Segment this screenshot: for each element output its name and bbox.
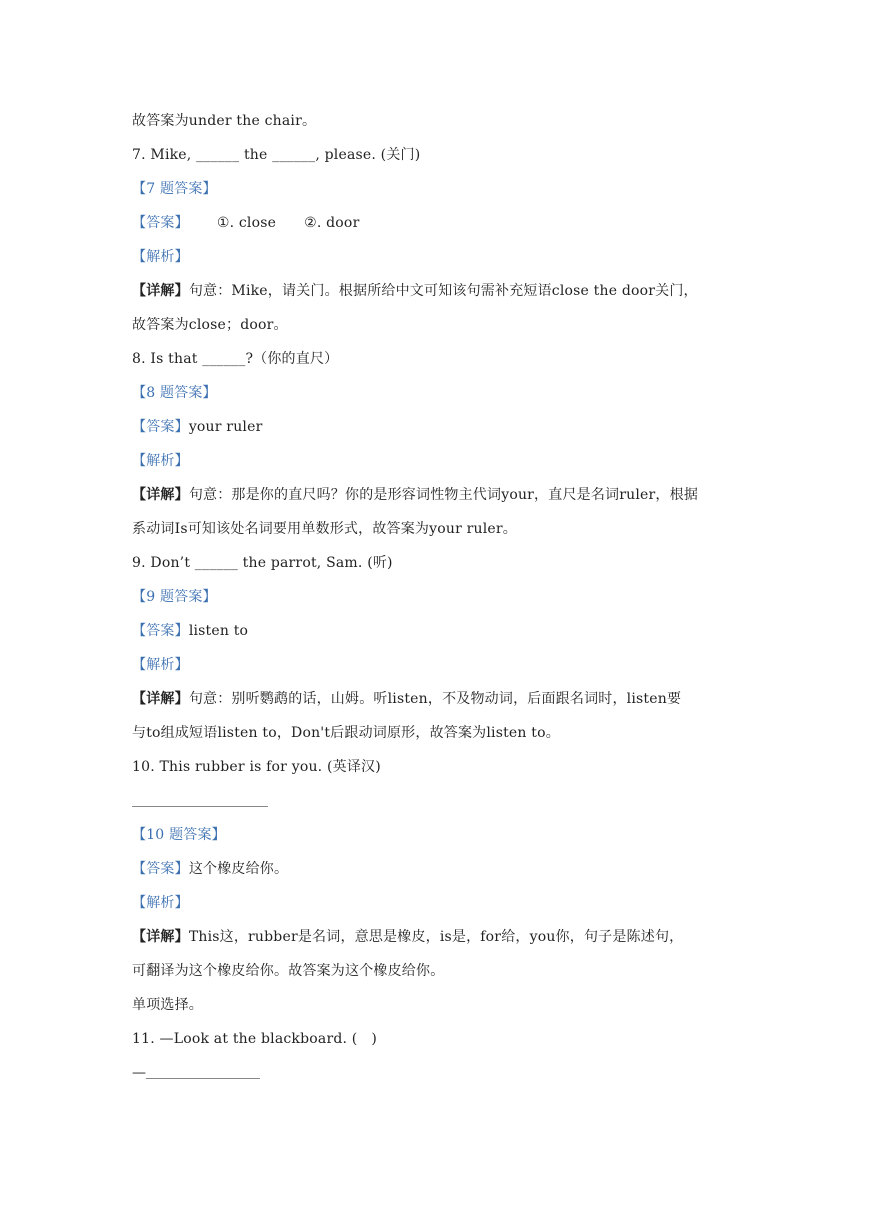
answer-label: 【答案】 [132, 623, 189, 639]
detail-text: 句意：别听鹦鹉的话，山姆。听listen，不及物动词，后面跟名词时，listen要 [188, 691, 682, 707]
detail-label: 【详解】 [132, 283, 189, 299]
question-8-analysis-heading: 【解析】 [132, 453, 189, 469]
answer-value: 这个橡皮给你。 [188, 861, 289, 877]
question-7-detail [132, 274, 752, 308]
answer-value-1: ①. close [216, 215, 277, 231]
response-blank [146, 1064, 260, 1079]
question-7-detail-cont: 故答案为close；door。 [132, 317, 288, 333]
question-10-answer [132, 852, 752, 886]
detail-label: 【详解】 [132, 929, 189, 945]
question-10-detail [132, 920, 752, 954]
question-11: 11. —Look at the blackboard. ( ) [132, 1031, 378, 1047]
question-9: 9. Don’t ______ the parrot, Sam. (听) [132, 555, 393, 571]
question-9-analysis-heading: 【解析】 [132, 657, 189, 673]
response-dash: — [132, 1065, 147, 1081]
detail-text: 句意：Mike，请关门。根据所给中文可知该句需补充短语close the door关门， [188, 283, 698, 299]
question-9-answer [132, 614, 752, 648]
question-10-answer-heading: 【10 题答案】 [132, 827, 226, 843]
answer-conclusion-6: 故答案为under the chair。 [132, 113, 317, 129]
blank-rule [132, 806, 268, 807]
section-heading: 单项选择。 [132, 997, 203, 1013]
answer-value-2: ②. door [304, 215, 360, 231]
question-9-detail [132, 682, 752, 716]
question-7-analysis-heading: 【解析】 [132, 249, 189, 265]
question-9-answer-heading: 【9 题答案】 [132, 589, 217, 605]
answer-label: 【答案】 [132, 215, 189, 231]
answer-value: listen to [188, 623, 249, 639]
question-11-response [132, 1056, 752, 1090]
document-page [132, 104, 752, 1090]
question-7-answer [132, 206, 752, 240]
question-8-answer [132, 410, 752, 444]
detail-text: 句意：那是你的直尺吗？你的是形容词性物主代词your，直尺是名词ruler，根据 [188, 487, 699, 503]
question-10-analysis-heading: 【解析】 [132, 895, 189, 911]
question-8: 8. Is that ______?（你的直尺） [132, 351, 339, 367]
answer-label: 【答案】 [132, 419, 189, 435]
question-10-detail-cont: 可翻译为这个橡皮给你。故答案为这个橡皮给你。 [132, 963, 445, 979]
question-10: 10. This rubber is for you. (英译汉) [132, 759, 381, 775]
question-7: 7. Mike, ______ the ______, please. (关门) [132, 147, 421, 163]
detail-label: 【详解】 [132, 691, 189, 707]
question-8-detail [132, 478, 752, 512]
detail-text: This这，rubber是名词，意思是橡皮，is是，for给，you你，句子是陈述句， [188, 929, 684, 945]
detail-label: 【详解】 [132, 487, 189, 503]
answer-value: your ruler [188, 419, 263, 435]
question-10-answer-blank [132, 784, 752, 818]
question-8-answer-heading: 【8 题答案】 [132, 385, 217, 401]
question-8-detail-cont: 系动词Is可知该处名词要用单数形式，故答案为your ruler。 [132, 521, 517, 537]
answer-label: 【答案】 [132, 861, 189, 877]
question-9-detail-cont: 与to组成短语listen to，Don't后跟动词原形，故答案为listen to。 [132, 725, 560, 741]
question-7-answer-heading: 【7 题答案】 [132, 181, 217, 197]
